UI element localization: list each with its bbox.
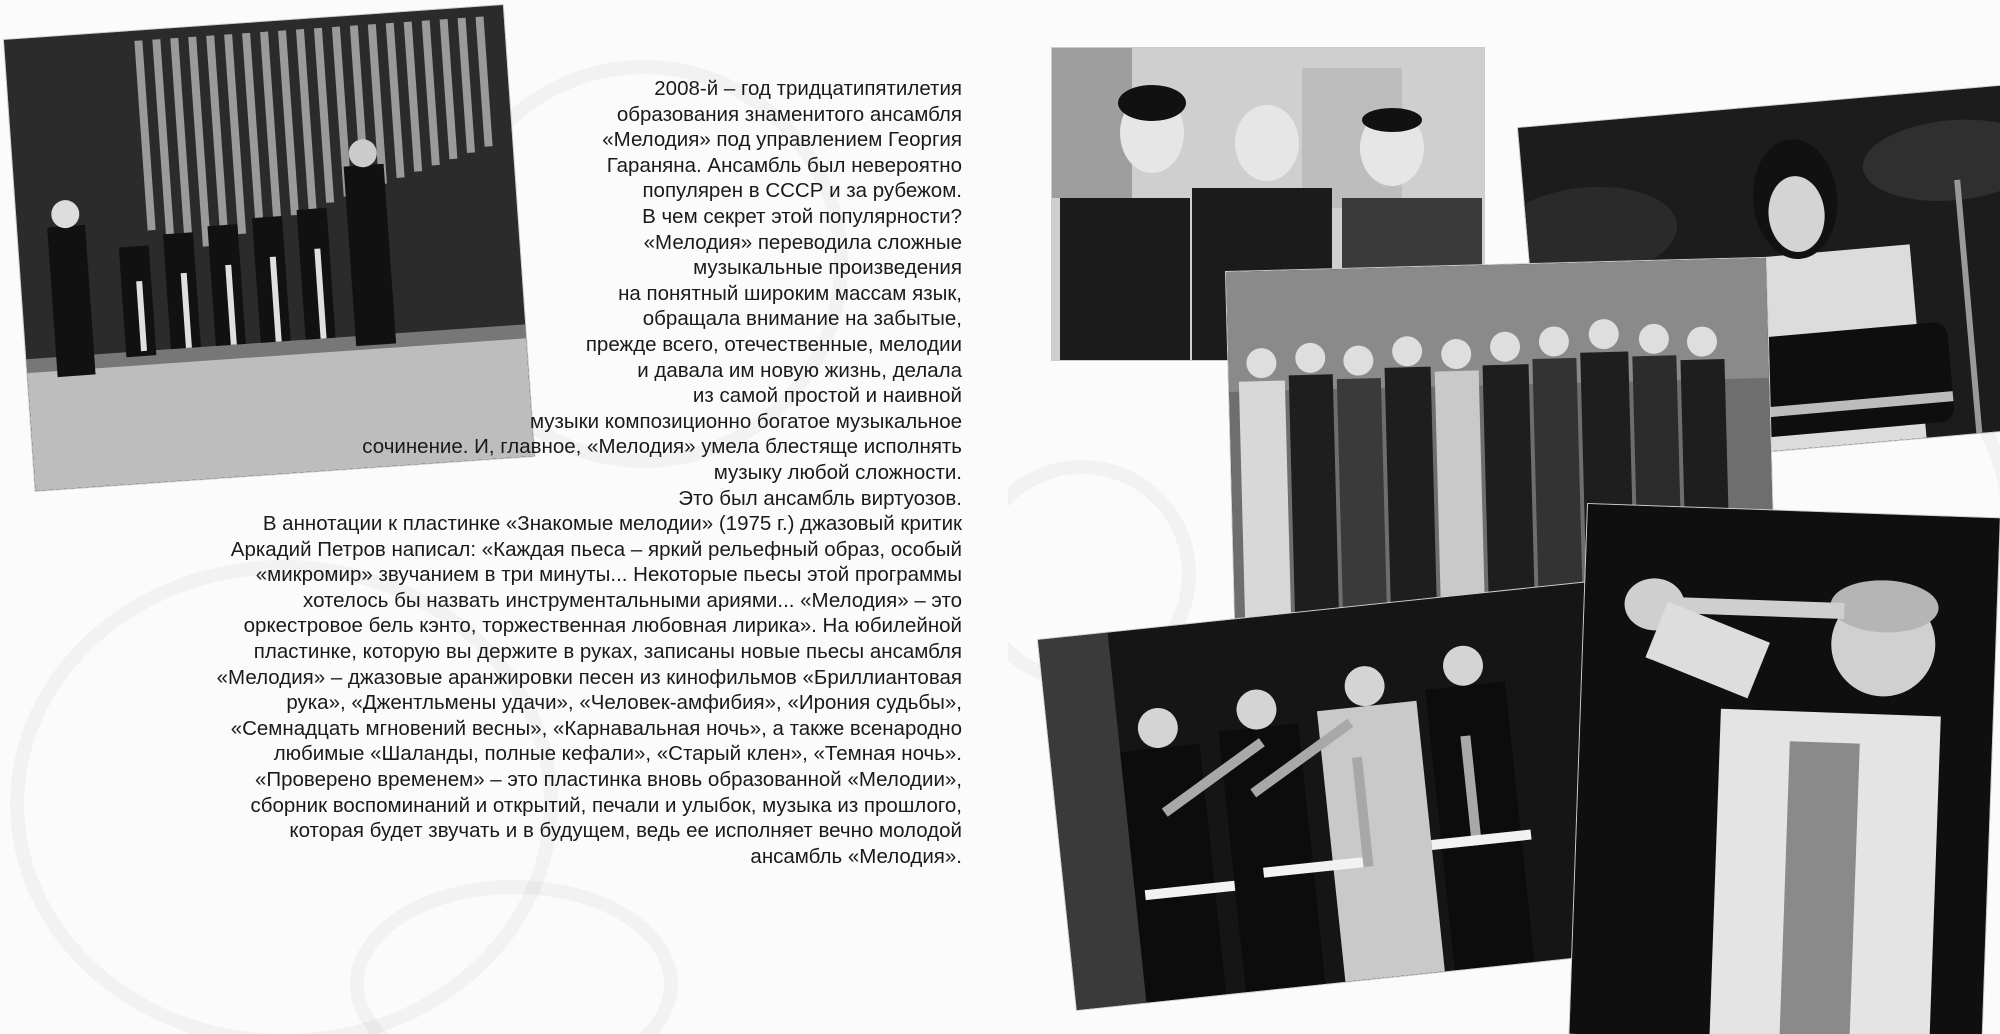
trumpeter-photo [1570, 504, 2000, 1034]
text-line: сочинение. И, главное, «Мелодия» умела блестяще исполнять [362, 435, 962, 459]
text-line: рука», «Джентльмены удачи», «Человек-амфибия», «Ирония судьбы», [286, 691, 962, 715]
wind-section-photo [1038, 581, 1634, 1009]
text-line: любимые «Шаланды, полные кефали», «Старый клен», «Темная ночь». [273, 742, 962, 766]
text-line: музыки композиционно богатое музыкальное [529, 409, 962, 433]
text-line: обращала внимание на забытые, [642, 307, 962, 331]
text-line: музыку любой сложности. [713, 460, 962, 484]
text-line: которая будет звучать и в будущем, ведь ее исполняет вечно молодой [289, 819, 962, 843]
annotation-text [40, 76, 962, 869]
text-line: 2008-й – год тридцатипятилетия [654, 77, 962, 100]
text-line: «Мелодия» переводила сложные [643, 230, 962, 254]
text-line: «Мелодия» под управлением Георгия [602, 128, 962, 152]
text-line: пластинке, которую вы держите в руках, записаны новые пьесы ансамбля [253, 640, 962, 664]
text-line: «микромир» звучанием в три минуты... Некоторые пьесы этой программы [255, 563, 962, 587]
text-line: Это был ансамбль виртуозов. [678, 486, 962, 510]
text-line: и давала им новую жизнь, делала [637, 358, 962, 382]
text-line: «Мелодия» – джазовые аранжировки песен из кинофильмов «Бриллиантовая [216, 665, 962, 689]
text-line: прежде всего, отечественные, мелодии [585, 332, 962, 356]
text-line: из самой простой и наивной [692, 384, 962, 408]
text-line: Аркадий Петров написал: «Каждая пьеса – яркий рельефный образ, особый [230, 537, 962, 561]
text-line: на понятный широким массам язык, [618, 281, 962, 305]
right-page [1008, 0, 2000, 1034]
text-line: В чем секрет этой популярности? [642, 204, 962, 228]
text-line: Гараняна. Ансамбль был невероятно [606, 153, 962, 177]
text-line: ансамбль «Мелодия». [750, 844, 962, 868]
text-line: сборник воспоминаний и открытий, печали и улыбок, музыка из прошлого, [250, 793, 962, 817]
text-line: «Семнадцать мгновений весны», «Карнавальная ночь», а также всенародно [230, 716, 962, 740]
text-line: популярен в СССР и за рубежом. [642, 179, 962, 203]
text-line: музыкальные произведения [693, 256, 962, 280]
text-line: В аннотации к пластинке «Знакомые мелодии» (1975 г.) джазовый критик [262, 512, 962, 536]
text-line: оркестровое бель кэнто, торжественная любовная лирика». На юбилейной [243, 614, 962, 638]
text-line: «Проверено временем» – это пластинка вновь образованной «Мелодии», [254, 768, 962, 792]
text-line: образования знаменитого ансамбля [616, 102, 962, 126]
text-line: хотелось бы назвать инструментальными ариями... «Мелодия» – это [303, 588, 962, 612]
